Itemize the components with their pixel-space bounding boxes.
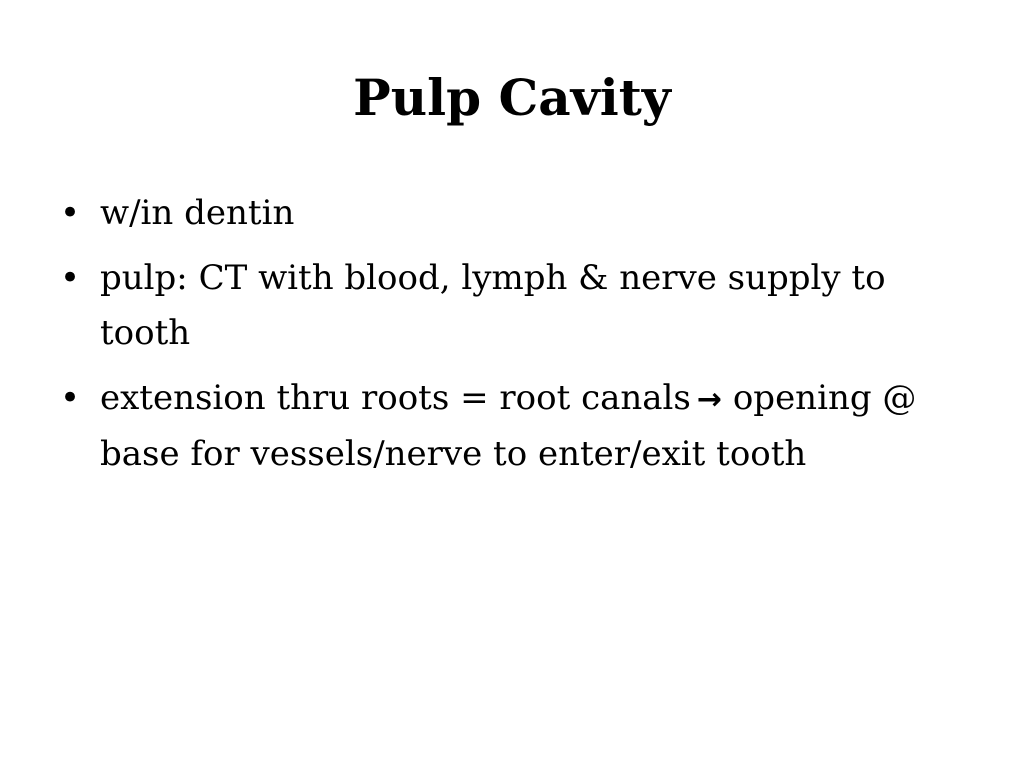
bullet-list [60,186,920,492]
bullet-text: w/in dentin [100,193,295,233]
right-arrow-icon: → [696,382,723,417]
bullet-item-2 [60,251,920,361]
bullet-text: pulp: CT with blood, lymph & nerve supply to tooth [100,258,886,353]
bullet-item-3 [60,371,920,482]
bullet-text-after-arrow: opening @ base for vessels/nerve to enter/exit tooth [100,378,917,474]
bullet-dot: • [60,378,81,418]
bullet-dot: • [60,193,81,233]
bullet-text-before-arrow: extension thru roots = root canals [100,378,691,418]
slide-title: Pulp Cavity [353,68,671,127]
bullet-item-1 [60,186,920,241]
bullet-dot: • [60,258,81,298]
